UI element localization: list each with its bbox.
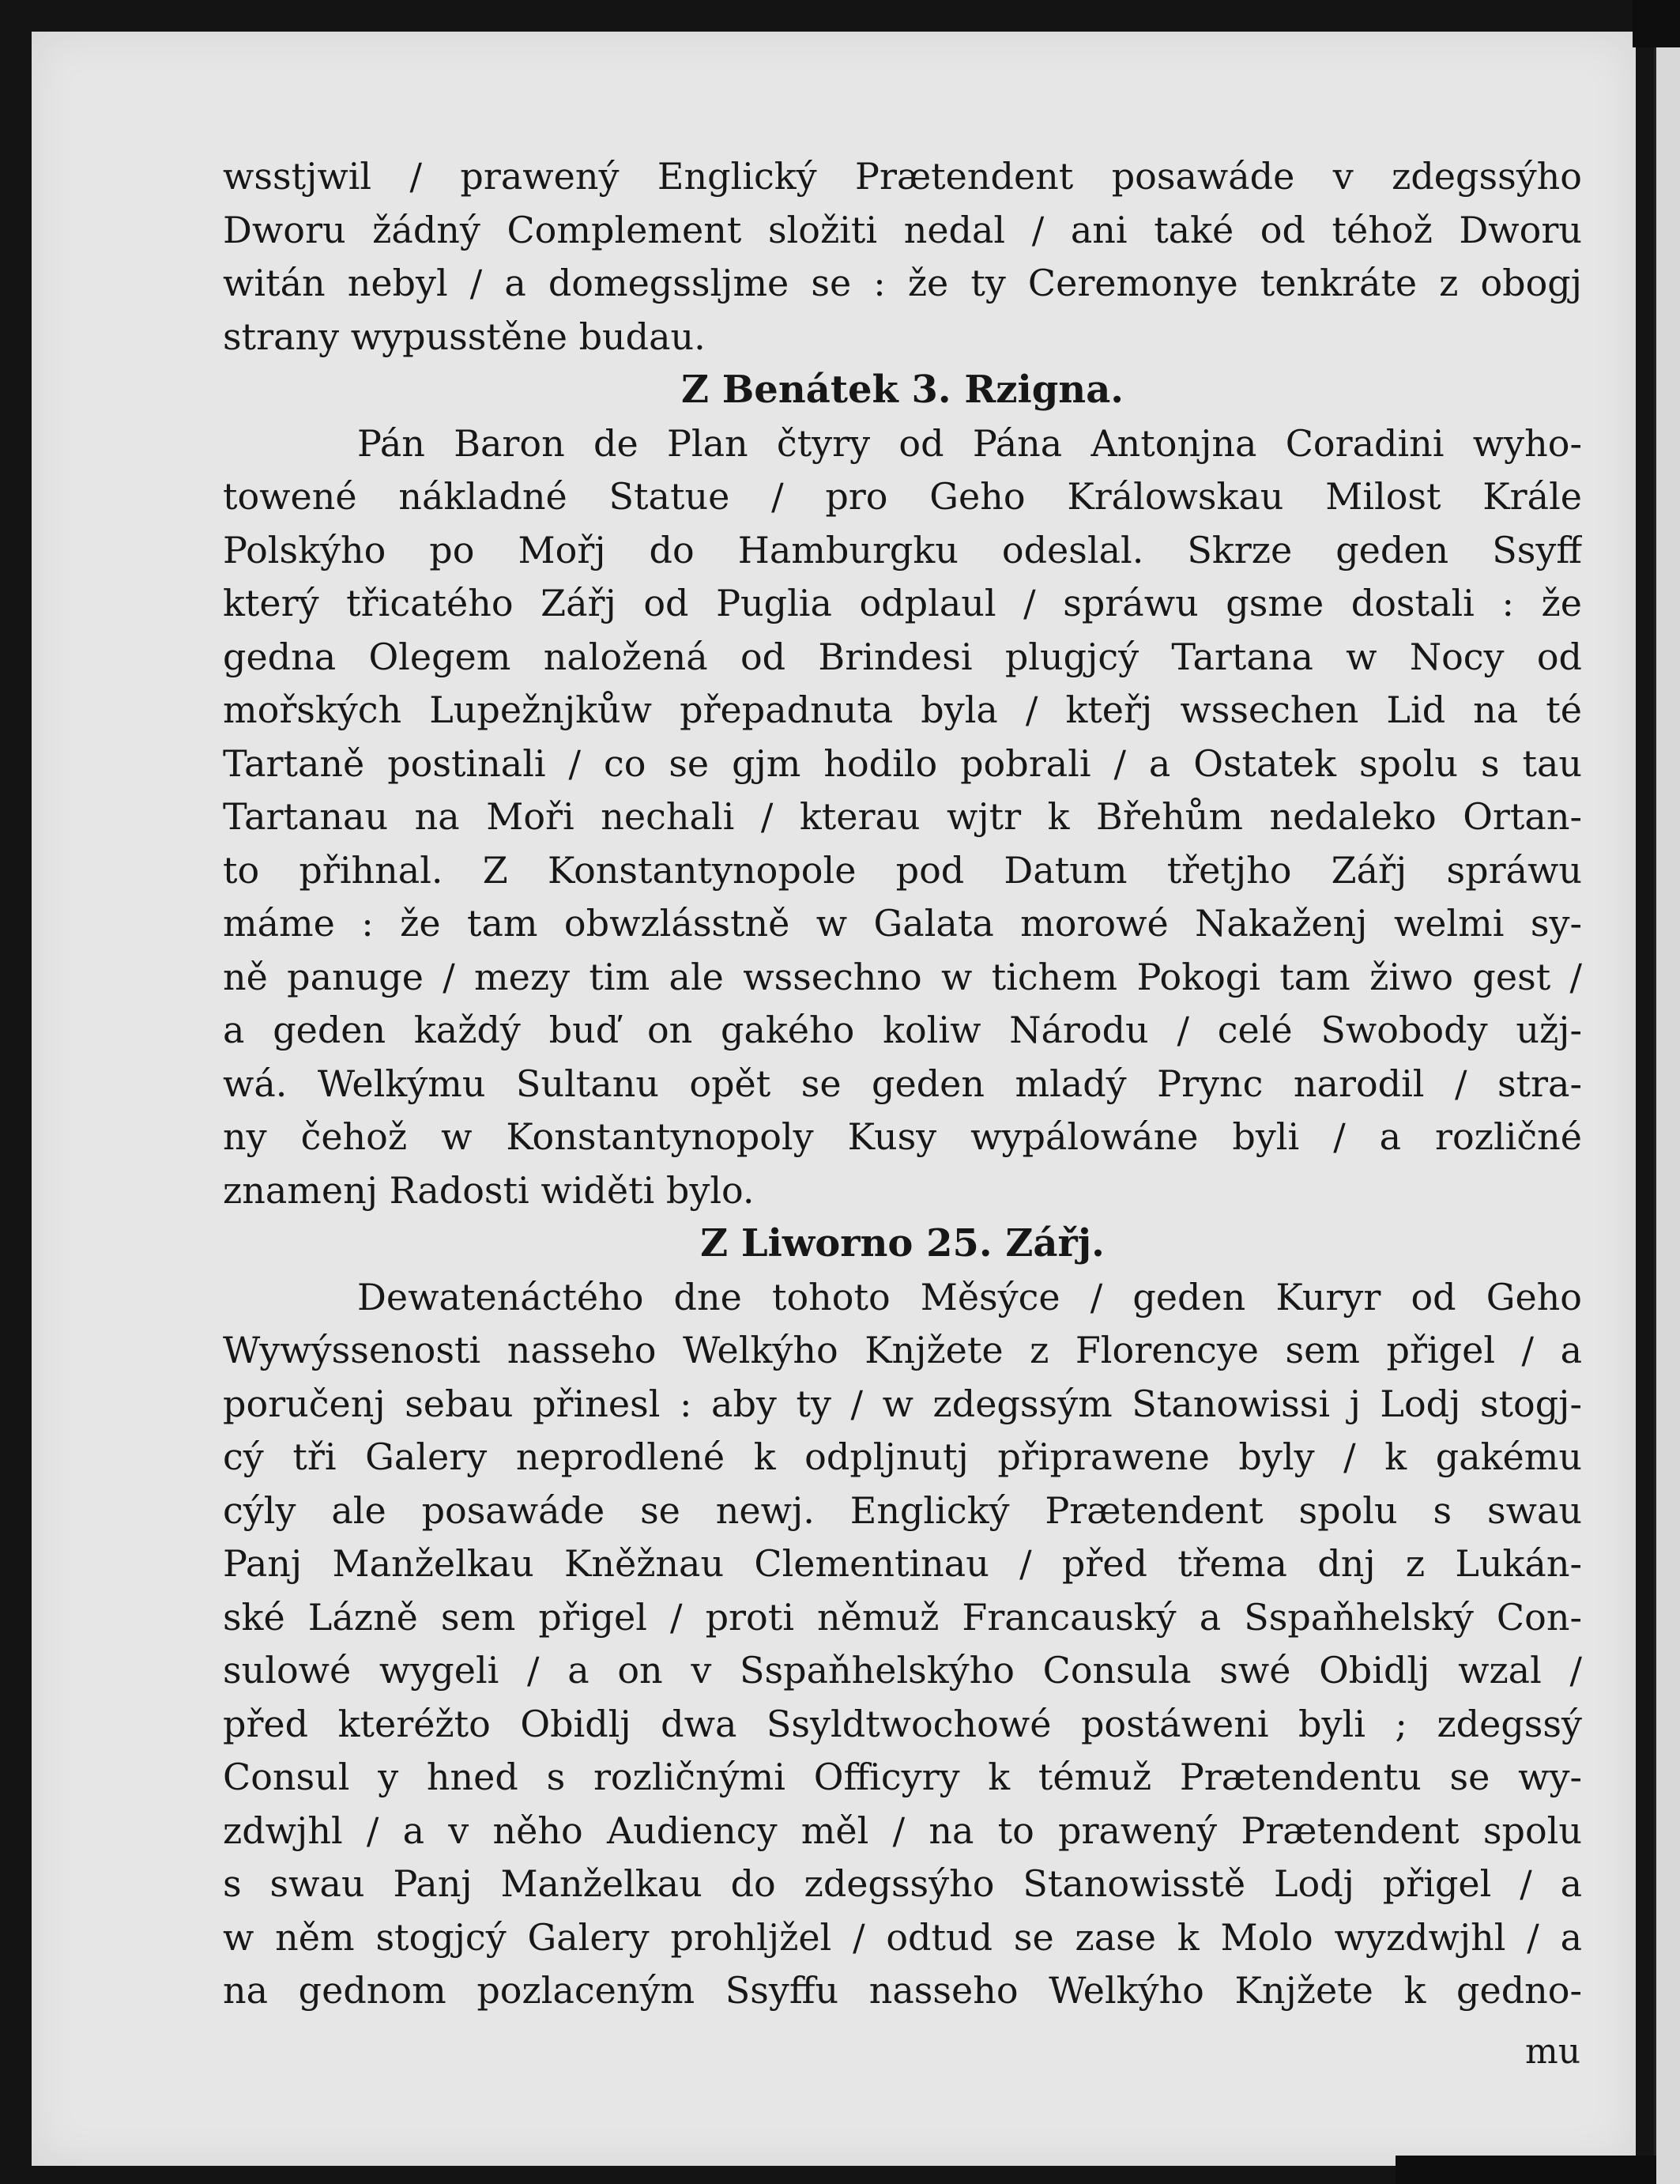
text-line: poručenj sebau přinesl : aby ty / w zdegssým Stanowissi j Lodj stogj- [223, 1382, 1582, 1425]
text-line: Pán Baron de Plan čtyry od Pána Antonjna Coradini wyho- [357, 421, 1582, 465]
text-line: Tartaně postinali / co se gjm hodilo pobrali / a Ostatek spolu s tau [223, 741, 1582, 785]
text-line: Tartanau na Moři nechali / kterau wjtr k Břehům nedaleko Ortan- [223, 795, 1582, 838]
text-line: witán nebyl / a domegssljme se : že ty Ceremonye tenkráte z obogj [223, 262, 1582, 304]
text-line: cý tři Galery neprodlené k odpljnutj připrawene byly / k gakému [223, 1435, 1582, 1478]
text-line: sulowé wygeli / a on v Sspaňhelskýho Consula swé Obidlj wzal / [223, 1649, 1582, 1692]
text-line: wsstjwil / prawený Englický Prætendent posawáde v zdegssýho [223, 155, 1582, 198]
text-line: před kteréžto Obidlj dwa Ssyldtwochowé postáweni byli ; zdegssý [223, 1702, 1582, 1745]
text-line: towené nákladné Statue / pro Geho Králowskau Milost Krále [223, 475, 1582, 518]
text-line: který třicatého Zářj od Puglia odplaul / spráwu gsme dostali : že [223, 582, 1582, 624]
text-line: ské Lázně sem přigel / proti němuž Francauský a Sspaňhelský Con- [223, 1595, 1582, 1639]
text-line: Wywýssenosti nasseho Welkýho Knjžete z Florencye sem přigel / a [223, 1329, 1582, 1371]
section-heading-benatky: Z Benátek 3. Rzigna. [680, 368, 1124, 412]
text-line: mořských Lupežnjkůw přepadnuta byla / kteřj wssechen Lid na té [223, 688, 1582, 731]
page-text [223, 150, 1582, 2018]
text-line: máme : že tam obwzlásstně w Galata morowé Nakaženj welmi sy- [223, 902, 1582, 945]
text-line: gedna Olegem naložená od Brindesi plugjcý Tartana w Nocy od [223, 635, 1582, 678]
text-line: Polskýho po Mořj do Hamburgku odeslal. Skrze geden Ssyff [223, 528, 1582, 571]
text-line: Dewatenáctého dne tohoto Měsýce / geden Kuryr od Geho [357, 1275, 1582, 1318]
text-line: wá. Welkýmu Sultanu opět se geden mladý Prync narodil / stra- [223, 1062, 1582, 1105]
scan-corner-mark [1633, 0, 1680, 47]
text-line: ny čehož w Konstantynopoly Kusy wypálowáne byli / a rozličné [223, 1115, 1582, 1158]
text-line: w něm stogjcý Galery prohljžel / odtud se zase k Molo wyzdwjhl / a [223, 1915, 1582, 1959]
text-line: Panj Manželkau Kněžnau Clementinau / před třema dnj z Lukán- [223, 1542, 1582, 1585]
text-line: strany wypusstěne budau. [223, 315, 706, 358]
text-line: zdwjhl / a v něho Audiency měl / na to prawený Prætendent spolu [223, 1809, 1582, 1852]
scan-bottom-mark [1396, 2156, 1656, 2184]
text-line: Consul y hned s rozličnými Officyry k témuž Prætendentu se wy- [223, 1756, 1582, 1798]
text-line: s swau Panj Manželkau do zdegssýho Stanowisstě Lodj přigel / a [223, 1862, 1582, 1905]
page-edge-right [1654, 0, 1680, 2184]
text-line: to přihnal. Z Konstantynopole pod Datum třetjho Zářj spráwu [223, 848, 1582, 892]
section-heading-liworno: Z Liworno 25. Zářj. [700, 1221, 1105, 1266]
text-line: na gednom pozlaceným Ssyffu nasseho Welkýho Knjžete k gedno- [223, 1969, 1582, 2012]
text-line: Dworu žádný Complement složiti nedal / ani také od téhož Dworu [223, 208, 1582, 251]
text-line: cýly ale posawáde se newj. Englický Prætendent spolu s swau [223, 1488, 1582, 1532]
text-line: znamenj Radosti widěti bylo. [223, 1168, 755, 1212]
text-line: ně panuge / mezy tim ale wssechno w tichem Pokogi tam žiwo gest / [223, 955, 1582, 998]
catchword: mu [1525, 2031, 1581, 2072]
text-line: a geden každý buď on gakého koliw Národu / celé Swobody užj- [223, 1009, 1582, 1051]
